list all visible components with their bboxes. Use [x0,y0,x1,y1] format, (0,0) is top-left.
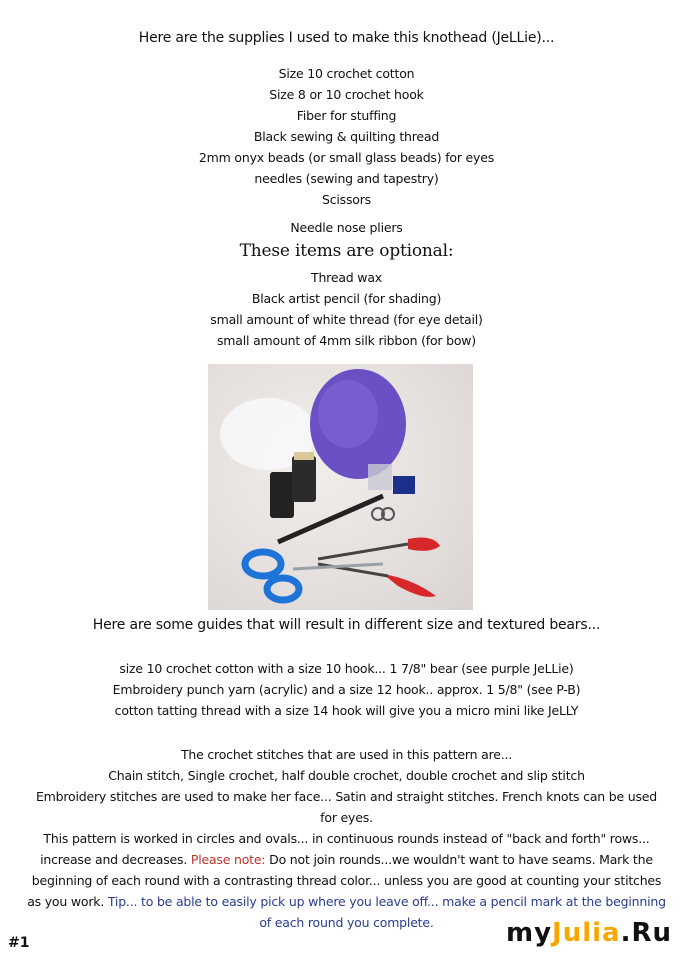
thread-spool [292,456,316,502]
please-note-label: Please note: [190,852,266,867]
optional-item: Black artist pencil (for shading) [251,291,442,306]
guide-item: size 10 crochet cotton with a size 10 hook... 1 7/8" bear (see purple JeLLie) [119,661,574,676]
intro-text: Here are the supplies I used to make this knothead (JeLLie)... [138,30,555,46]
guide-item: cotton tatting thread with a size 14 hook will give you a micro mini like JeLLY [114,703,579,718]
stitches-text: Embroidery stitches are used to make her face... Satin and straight stitches. French knots can be used [35,789,658,804]
supply-item: Size 8 or 10 crochet hook [269,87,424,102]
logo-part: .Ru [620,918,673,948]
supply-item: Fiber for stuffing [296,108,397,123]
scissors [245,552,281,576]
stitches-text-part: increase and decreases. [40,852,191,867]
logo-part: Julia [552,918,621,948]
optional-heading: These items are optional: [239,241,454,261]
optional-item: small amount of 4mm silk ribbon (for bow) [217,333,476,348]
stitches-text: for eyes. [320,810,373,825]
stitches-text-part: Do not join rounds...we wouldn't want to have seams. Mark the [265,852,653,867]
guides-heading: Here are some guides that will result in different size and textured bears... [92,617,601,633]
stitches-text: beginning of each round with a contrasting thread color... unless you are good at counting your stitches [31,873,662,888]
supply-item: Size 10 crochet cotton [278,66,415,81]
guide-item: Embroidery punch yarn (acrylic) and a size 12 hook.. approx. 1 5/8" (see P-B) [112,682,581,697]
tip-text: of each round you complete. [259,915,434,930]
stitches-text: The crochet stitches that are used in this pattern are... [180,747,513,762]
stitches-text: Chain stitch, Single crochet, half double crochet, double crochet and slip stitch [108,768,585,783]
stitches-text: This pattern is worked in circles and ovals... in continuous rounds instead of "back and forth" rows... [43,831,650,846]
stitches-text [0,894,693,909]
optional-item: small amount of white thread (for eye detail) [210,312,483,327]
optional-item: Thread wax [311,270,382,285]
logo-part: my [506,918,553,948]
supply-item: needles (sewing and tapestry) [254,171,439,186]
supply-item: Black sewing & quilting thread [253,129,440,144]
supplies-illustration [208,364,473,610]
supply-item: 2mm onyx beads (or small glass beads) for eyes [198,150,495,165]
supply-item: Needle nose pliers [290,220,403,235]
stitches-text [0,852,693,867]
tip-text: Tip... to be able to easily pick up where you leave off... make a pencil mark at the beginning [107,894,666,909]
page-number: #1 [8,935,30,951]
myjulia-logo [506,918,672,948]
supply-item: Scissors [321,192,371,207]
supplies-photo [208,364,473,610]
bead-box [393,476,415,494]
stitches-text-part: as you work. [27,894,108,909]
black-thread-spool [270,472,294,518]
needle-nose-pliers [408,538,440,551]
